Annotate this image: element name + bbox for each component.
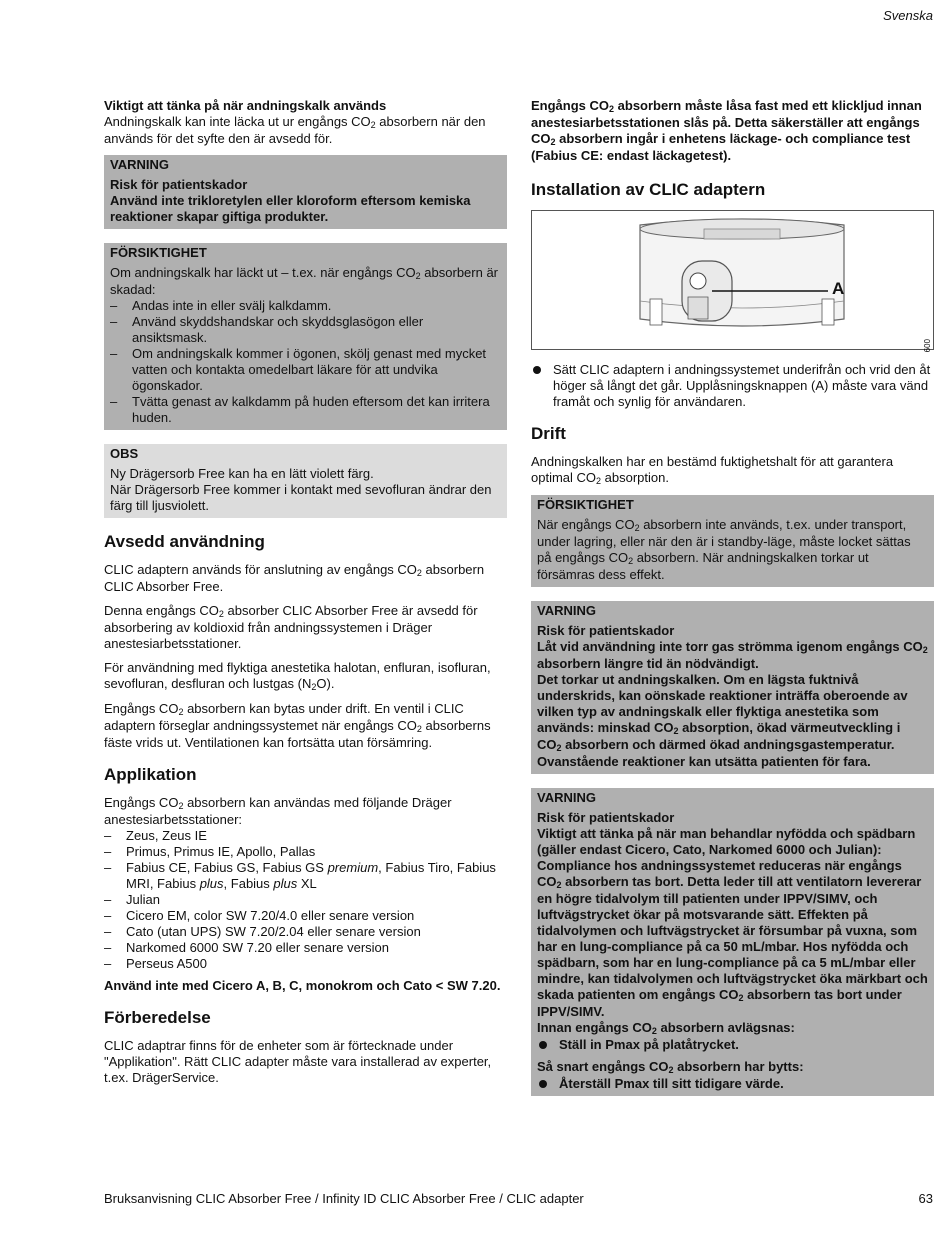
list-item: – Primus, Primus IE, Apollo, Pallas — [104, 844, 507, 860]
figure-callout-label: A — [832, 279, 845, 298]
warning-title: VARNING — [537, 603, 596, 618]
intro-text: Andningskalk kan inte läcka ut ur engångs $CO_2$ absorbern när den används för det syfte den är avsedd för. — [104, 114, 486, 146]
warning-risk: Risk för patientskador — [537, 810, 675, 825]
list-item: – Om andningskalk kommer i ögonen, skölj genast med mycket vatten och kontakta omedelbart läkare för att undvika ögonskador. — [110, 346, 501, 394]
list-item: – Andas inte in eller svälj kalkdamm. — [110, 298, 501, 314]
page-number: 63 — [918, 1191, 933, 1206]
caution-box-leak — [104, 243, 507, 430]
list-item: – Cicero EM, color SW 7.20/4.0 eller senare version — [104, 908, 507, 924]
caution-list — [110, 298, 501, 426]
paragraph: CLIC adaptrar finns för de enheter som är förtecknade under "Applikation". Rätt CLIC adapter måste vara installerad av experter, t.ex. DrägerService. — [104, 1038, 492, 1085]
list-item: – Tvätta genast av kalkdamm på huden eftersom det kan irritera huden. — [110, 394, 501, 426]
workstation-list — [104, 828, 507, 972]
paragraph: Andningskalken har en bestämd fuktighetshalt för att garantera optimal $CO_2$ absorption. — [531, 454, 894, 486]
warning-risk: Risk för patientskador — [110, 177, 248, 192]
list-item: – Zeus, Zeus IE — [104, 828, 507, 844]
caution-title: FÖRSIKTIGHET — [537, 497, 634, 512]
bullet-icon — [539, 1080, 547, 1088]
caution-box-storage — [531, 495, 934, 587]
warning-text: Ovanstående reaktioner kan utsätta patienten för fara. — [537, 754, 871, 769]
warning-risk: Risk för patientskador — [537, 623, 675, 638]
left-column — [104, 98, 507, 1094]
paragraph: CLIC adaptern används för anslutning av engångs $CO_2$ absorbern CLIC Absorber Free. — [104, 562, 485, 594]
warning-text: Compliance hos andningssystemet reduceras när engångs $CO_2$ absorbern tas bort. Detta leder till att ventilatorn levererar en högre tidalvolym till patienten under IPPV/SIMV, och luftvägstrycket ökar på motsvarande sätt. Effekten på tidalvolymen och luftvägstrycket är försumbar på vuxna, som har en lung-compliance på ca 50 mL/mbar. Hos nyfödda och spädbarn, som har en lung-compliance på ca 5 mL/mbar eller mindre, kan tidalvolymen och luftvägstrycket öka märkbart och skada patienten om engångs $CO_2$ absorbern tas bort under IPPV/SIMV. — [537, 858, 928, 1019]
note-box — [104, 444, 507, 518]
warning-step: Återställ Pmax till sitt tidigare värde. — [537, 1076, 928, 1092]
warning-title: VARNING — [110, 157, 169, 172]
note-title: OBS — [110, 446, 139, 461]
bullet-icon — [533, 366, 541, 374]
warning-box-dry-gas — [531, 601, 934, 774]
section-title-installation: Installation av CLIC adaptern — [531, 180, 766, 199]
section-title-intended-use: Avsedd användning — [104, 532, 265, 551]
paragraph: Denna engångs $CO_2$ absorber CLIC Absorber Free är avsedd för absorbering av koldioxid från andningssystemen i Dräger anestesiarbetsstationer. — [104, 603, 478, 651]
list-item: – Narkomed 6000 SW 7.20 eller senare version — [104, 940, 507, 956]
list-item: – Julian — [104, 892, 507, 908]
warning-box-chemicals — [104, 155, 507, 229]
caution-intro: Om andningskalk har läckt ut – t.ex. när engångs $CO_2$ absorbern är skadad: — [110, 265, 499, 297]
bullet-icon — [539, 1041, 547, 1049]
warning-text: Det torkar ut andningskalken. Om en lägsta fuktnivå underskrids, kan oönskade reaktioner inträffa oberoende av vilken typ av andningskalk eller flyktiga anestetika som används: minskad $CO_2$ absorption, ökad värmeutveckling i $CO_2$ absorbern och därmed ökad andningsgastemperatur. — [537, 672, 908, 753]
list-item: – Perseus A500 — [104, 956, 507, 972]
list-item: – Cato (utan UPS) SW 7.20/2.04 eller senare version — [104, 924, 507, 940]
install-step: Sätt CLIC adaptern i andningssystemet underifrån och vrid den åt höger så långt det går. Upplåsningsknappen (A) måste vara vänd framåt och synlig för användaren. — [531, 362, 934, 410]
warning-text: Använd inte trikloretylen eller kloroform eftersom kemiska reaktioner skapar giftiga produkter. — [110, 193, 471, 224]
section-title-preparation: Förberedelse — [104, 1008, 211, 1027]
right-column — [531, 98, 934, 1110]
paragraph: Engångs $CO_2$ absorbern kan bytas under drift. En ventil i CLIC adaptern förseglar andningssystemet när engångs $CO_2$ absorberns fäste vrids ut. Ventilationen kan fortsätta utan försämring. — [104, 701, 491, 750]
caution-text: När engångs $CO_2$ absorbern inte används, t.ex. under transport, under lagring, eller när den är i standby-läge, måste locket sättas på engångs $CO_2$ absorbern. När andningskalken torkar ut försämras dess effekt. — [537, 517, 911, 582]
warning-text: Innan engångs $CO_2$ absorbern avlägsnas: — [537, 1020, 795, 1036]
note-line: När Drägersorb Free kommer i kontakt med sevofluran ändrar den färg till ljusviolett. — [110, 482, 492, 513]
warning-text: Viktigt att tänka på när man behandlar nyfödda och spädbarn (gäller endast Cicero, Cato, Narkomed 6000 och Julian): — [537, 826, 916, 857]
note-line: Ny Drägersorb Free kan ha en lätt violett färg. — [110, 466, 374, 481]
paragraph: Engångs $CO_2$ absorbern kan användas med följande Dräger anestesiarbetsstationer: — [104, 795, 452, 827]
figure-code: 009 — [921, 339, 931, 353]
list-item: – Använd skyddshandskar och skyddsglasögon eller ansiktsmask. — [110, 314, 501, 346]
lock-paragraph: Engångs $CO_2$ absorbern måste låsa fast med ett klickljud innan anestesiarbetsstationen slås på. Detta säkerställer att engångs $CO_2$ absorbern ingår i enhetens läckage- och compliance test (Fabius CE: endast läckagetest). — [531, 98, 922, 163]
paragraph: För användning med flyktiga anestetika halotan, enfluran, isofluran, sevofluran, desfluran och lustgas $(N_2O)$. — [104, 660, 491, 692]
list-item: – Fabius CE, Fabius GS, Fabius GS premium, Fabius Tiro, Fabius MRI, Fabius plus, Fabius plus XL — [104, 860, 507, 892]
warning-box-neonates — [531, 788, 934, 1096]
warning-step: Ställ in Pmax på platåtrycket. — [537, 1037, 928, 1053]
intro-title: Viktigt att tänka på när andningskalk används — [104, 98, 387, 113]
caution-title: FÖRSIKTIGHET — [110, 245, 207, 260]
section-title-application: Applikation — [104, 765, 197, 784]
section-title-operation: Drift — [531, 424, 566, 443]
warning-title: VARNING — [537, 790, 596, 805]
footer-title: Bruksanvisning CLIC Absorber Free / Infinity ID CLIC Absorber Free / CLIC adapter — [104, 1191, 584, 1206]
clic-adapter-illustration — [531, 210, 934, 353]
warning-text: Låt vid användning inte torr gas strömma igenom engångs $CO_2$ absorbern längre tid än nödvändigt. — [537, 639, 928, 671]
adapter-drawing — [532, 211, 933, 349]
warning-text: Så snart engångs $CO_2$ absorbern har bytts: — [537, 1059, 804, 1075]
language-label: Svenska — [883, 8, 933, 23]
application-note: Använd inte med Cicero A, B, C, monokrom och Cato < SW 7.20. — [104, 978, 501, 993]
